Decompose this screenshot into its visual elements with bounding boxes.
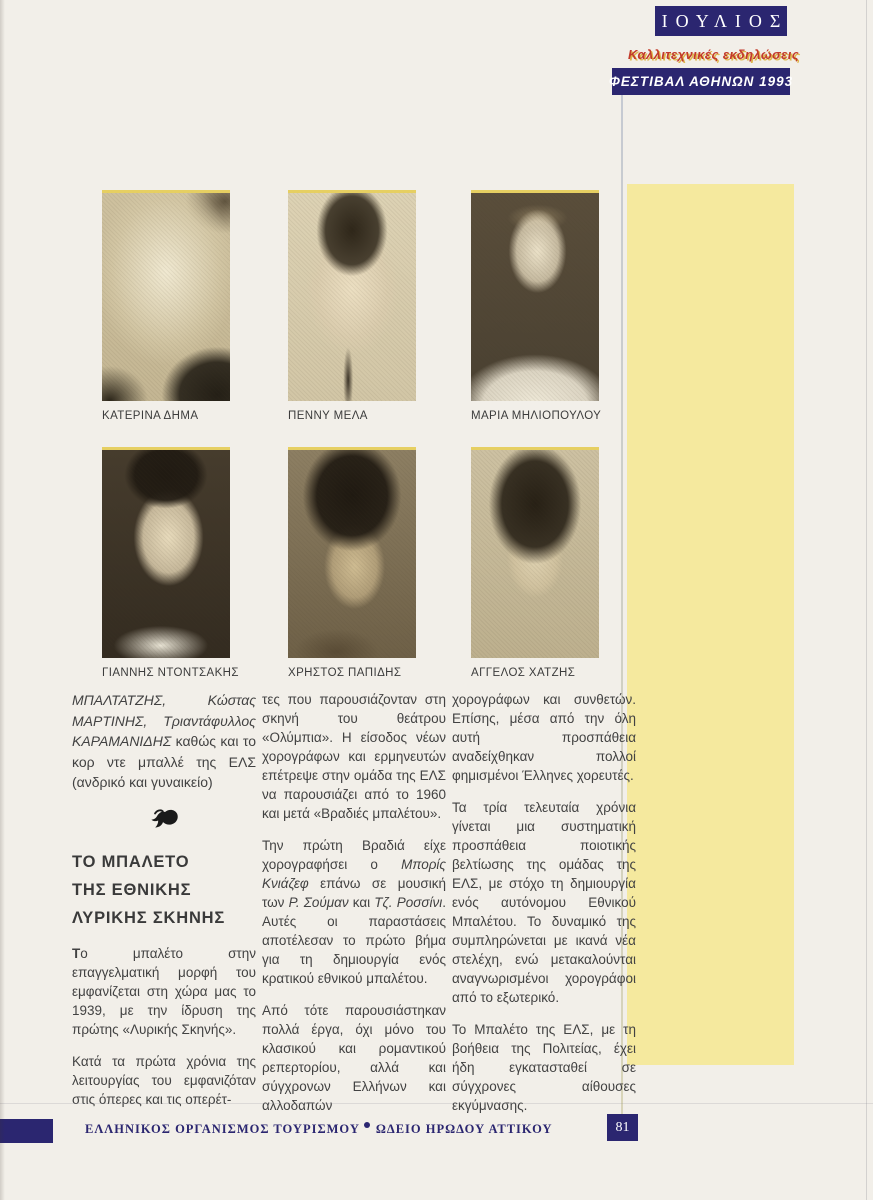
page-number-badge: [607, 1114, 638, 1141]
bullet-separator-icon: [364, 1122, 370, 1128]
photo-cell: [288, 447, 416, 679]
article-paragraph: Κατά τα πρώτα χρόνια της λειτουργίας του εμφανιζόταν στις όπερες και τις οπερέτ-: [72, 1053, 256, 1107]
portrait-photo-penny-mela: [288, 190, 416, 401]
article-column-1: [72, 690, 256, 1122]
photo-caption: ΓΙΑΝΝΗΣ ΝΤΟΝΤΣΑΚΗΣ: [102, 667, 239, 679]
article-paragraph: Την πρώτη Βραδιά είχε χορογραφήσει ο Μπορίς Κνιάζεφ επάνω σε μουσική των Ρ. Σούμαν και Τζ. Ροσσίνι. Αυτές οι παραστάσεις αποτέλεσαν το πρώτο βήμα για τη δημιουργία ενός κρατικού εθνικού μπαλέτου.: [262, 838, 446, 986]
article-paragraph: Το Μπαλέτο της ΕΛΣ, με τη βοήθεια της Πολιτείας, έχει ήδη εγκατασταθεί σε σύγχρονες αίθουσες εκγύμνασης.: [452, 1022, 636, 1113]
footer-organization: ΕΛΛΗΝΙΚΟΣ ΟΡΓΑΝΙΣΜΟΣ ΤΟΥΡΙΣΜΟΥ: [85, 1122, 360, 1137]
heading-line: ΛΥΡΙΚΗΣ ΣΚΗΝΗΣ: [72, 908, 226, 927]
article-paragraph: Το μπαλέτο στην επαγγελματική μορφή του εμφανίζεται στη χώρα μας το 1939, με την ίδρυση της πρώτης «Λυρικής Σκηνής».: [72, 945, 256, 1037]
heading-line: ΤΗΣ ΕΘΝΙΚΗΣ: [72, 880, 192, 899]
portrait-photo-katerina-dima: [102, 190, 230, 401]
portrait-photo-giannis-ntontsakis: [102, 447, 230, 658]
photo-caption: ΚΑΤΕΡΙΝΑ ΔΗΜΑ: [102, 410, 199, 422]
portrait-photo-angelos-chatzis: [471, 447, 599, 658]
heading-line: ΤΟ ΜΠΑΛΕΤΟ: [72, 852, 190, 871]
page-number: 81: [615, 1119, 630, 1135]
photo-caption: ΠΕΝΝΥ ΜΕΛΑ: [288, 410, 368, 422]
photo-cell: [102, 447, 239, 679]
yellow-sidebar-band: [627, 184, 794, 1065]
month-banner: [655, 6, 787, 36]
footer-credit-line: [85, 1122, 553, 1137]
photo-cell: [471, 447, 599, 679]
portrait-photo-maria-miliopoulou: [471, 190, 599, 401]
footer-navy-block: [0, 1119, 53, 1143]
photo-cell: [102, 190, 230, 422]
article-column-2: [262, 690, 446, 1128]
photo-caption: ΧΡΗΣΤΟΣ ΠΑΠΙΔΗΣ: [288, 667, 402, 679]
section-label: Καλλιτεχνικές εκδηλώσεις: [628, 47, 800, 62]
credits-paragraph: ΜΠΑΛΤΑΤΖΗΣ, Κώστας ΜΑΡΤΙΝΗΣ, Τριαντάφυλλος ΚΑΡΑΜΑΝΙΔΗΣ καθώς και το κορ ντε μπαλλέ της ΕΛΣ (ανδρικό και γυναικείο): [72, 692, 256, 790]
footer-divider: [0, 1103, 873, 1104]
photo-caption: ΑΓΓΕΛΟΣ ΧΑΤΖΗΣ: [471, 667, 576, 679]
article-paragraph: χορογράφων και συνθετών. Επίσης, μέσα από την όλη αυτή προσπάθεια αναδείχθηκαν πολλοί φημισμένοι Έλληνες χορευτές.: [452, 692, 636, 783]
hat-ornament-icon: [72, 807, 256, 838]
article-heading: [72, 848, 256, 932]
portrait-photo-christos-papidis: [288, 447, 416, 658]
article-paragraph: τες που παρουσιάζονταν στη σκηνή του θεάτρου «Ολύμπια». Η είσοδος νέων χορογράφων και ερμηνευτών επέτρεψε στην ομάδα της ΕΛΣ να παρουσιάζει από το 1960 και μετά «Βραδιές μπαλέτου».: [262, 692, 446, 821]
scan-page-edge: [866, 0, 867, 1200]
festival-banner: [608, 68, 794, 95]
article-paragraph: Από τότε παρουσιάστηκαν πολλά έργα, όχι μόνο του κλασικού και ρομαντικού ρεπερτορίου, αλλά και σύγχρονων Ελλήνων και αλλοδαπών: [262, 1003, 446, 1113]
month-label: ΙΟΥΛΙΟΣ: [661, 10, 789, 31]
photo-cell: [471, 190, 602, 422]
article-paragraph: Τα τρία τελευταία χρόνια γίνεται μια συστηματική προσπάθεια ποιοτικής βελτίωσης της ομάδας της ΕΛΣ, με στόχο τη δημιουργία ενός αυτόνομου Εθνικού Μπαλέτου. Το δυναμικό της συμπληρώνεται με ικανά νέα στελέχη, ενώ μετακαλούνται αναγνωρισμένοι χορογράφοι από το εξωτερικό.: [452, 800, 636, 1005]
festival-label: ΦΕΣΤΙΒΑΛ ΑΘΗΝΩΝ 1993: [608, 74, 794, 89]
photo-cell: [288, 190, 416, 422]
article-column-3: [452, 690, 636, 1128]
footer-venue: ΩΔΕΙΟ ΗΡΩΔΟΥ ΑΤΤΙΚΟΥ: [375, 1122, 553, 1137]
photo-caption: ΜΑΡΙΑ ΜΗΛΙΟΠΟΥΛΟΥ: [471, 410, 602, 422]
